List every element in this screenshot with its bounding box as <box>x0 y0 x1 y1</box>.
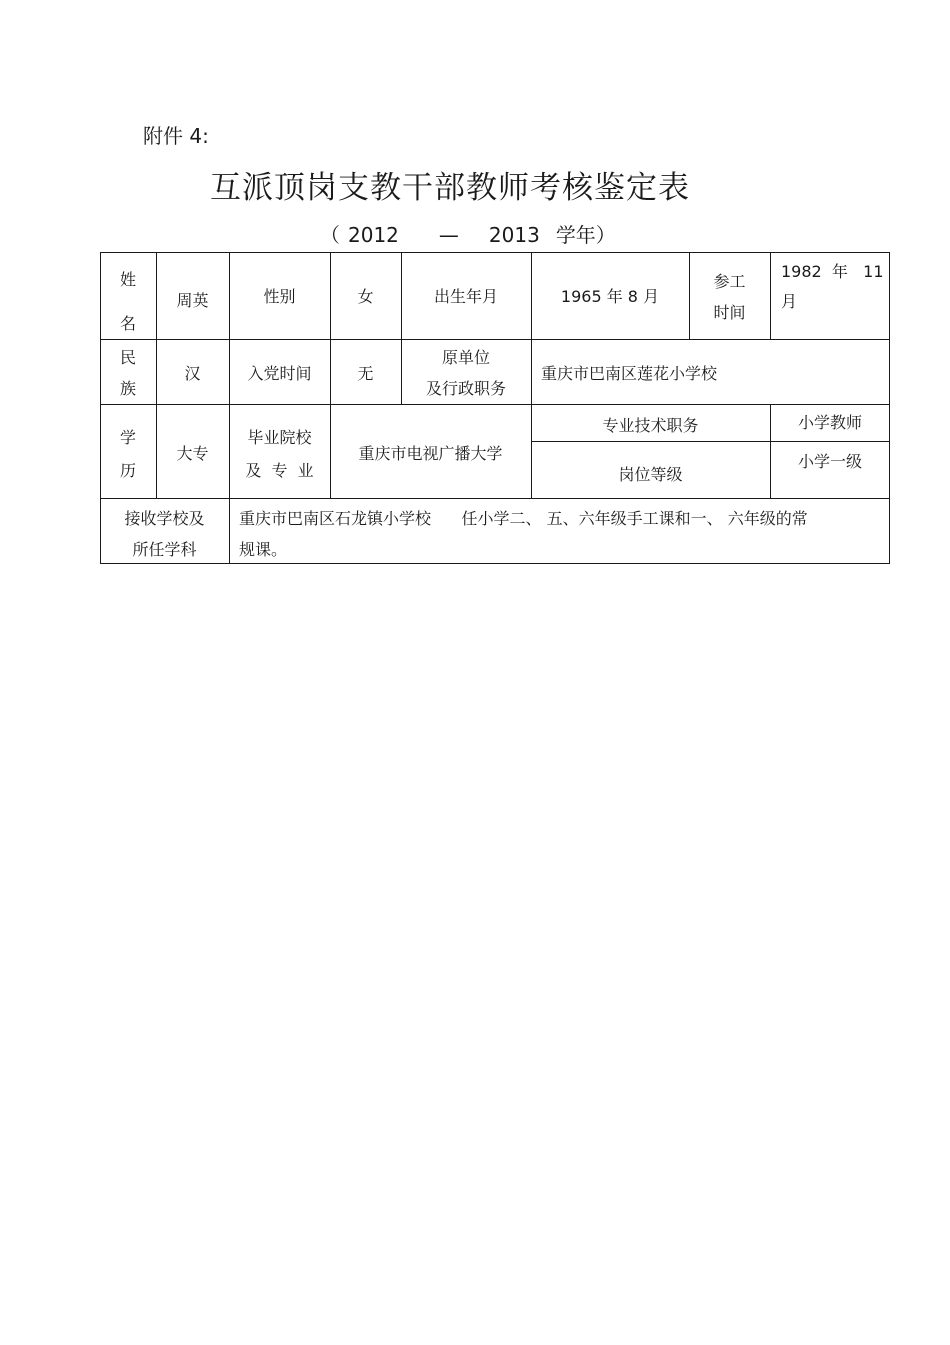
gender-label: 性别 <box>263 287 296 306</box>
year-unit: 学年） <box>555 223 616 247</box>
gender-value: 女 <box>357 287 374 306</box>
year-end: 2013 <box>488 223 540 247</box>
name-value: 周英 <box>176 291 209 310</box>
table-rule <box>100 498 890 499</box>
education-value: 大专 <box>176 444 209 463</box>
table-border <box>889 252 890 564</box>
professional-title-label: 专业技术职务 <box>602 416 699 435</box>
post-grade-label: 岗位等级 <box>618 465 683 484</box>
year-open-paren: （ <box>320 223 340 247</box>
birth-value: 1965 年 8 月 <box>560 287 660 306</box>
receiving-school-value: 重庆市巴南区石龙镇小学校 任小学二、 五、六年级手工课和一、 六年级的常 <box>239 509 808 528</box>
work-start-value: 月 <box>781 292 798 311</box>
table-rule <box>100 404 890 405</box>
school-label: 毕业院校 <box>247 428 312 447</box>
attachment-label: 附件 4: <box>143 124 209 148</box>
post-grade-value: 小学一级 <box>797 452 862 471</box>
table-border <box>100 252 890 253</box>
original-unit-value: 重庆市巴南区莲花小学校 <box>541 364 718 383</box>
education-label: 历 <box>119 461 136 480</box>
receiving-school-label: 所任学科 <box>132 540 197 559</box>
birth-label: 出生年月 <box>433 287 498 306</box>
academic-year-line <box>320 219 616 248</box>
year-dash: — <box>438 223 459 247</box>
document-title: 互派顶岗支教干部教师考核鉴定表 <box>210 170 690 206</box>
ethnicity-value: 汉 <box>184 364 201 383</box>
receiving-school-label: 接收学校及 <box>124 509 205 528</box>
receiving-school-value: 规课。 <box>239 540 288 559</box>
name-label: 名 <box>119 314 136 333</box>
year-start: 2012 <box>348 223 399 247</box>
work-start-label: 时间 <box>713 303 746 322</box>
table-rule <box>770 252 771 339</box>
name-label: 姓 <box>119 270 136 289</box>
ethnicity-label: 族 <box>119 379 136 398</box>
appraisal-table <box>100 252 890 564</box>
table-rule <box>531 441 890 442</box>
table-rule <box>689 252 690 339</box>
school-label: 及 专 业 <box>245 461 314 480</box>
party-value: 无 <box>357 364 374 383</box>
original-unit-label: 原单位 <box>441 348 490 367</box>
work-start-label: 参工 <box>713 272 746 291</box>
professional-title-value: 小学教师 <box>797 413 862 432</box>
ethnicity-label: 民 <box>119 348 136 367</box>
table-border <box>100 563 890 564</box>
education-label: 学 <box>119 428 136 447</box>
party-label: 入党时间 <box>247 364 312 383</box>
work-start-value: 1982 年 11 <box>781 262 884 281</box>
school-value: 重庆市电视广播大学 <box>358 444 503 463</box>
original-unit-label: 及行政职务 <box>425 379 506 398</box>
table-rule <box>100 339 890 340</box>
